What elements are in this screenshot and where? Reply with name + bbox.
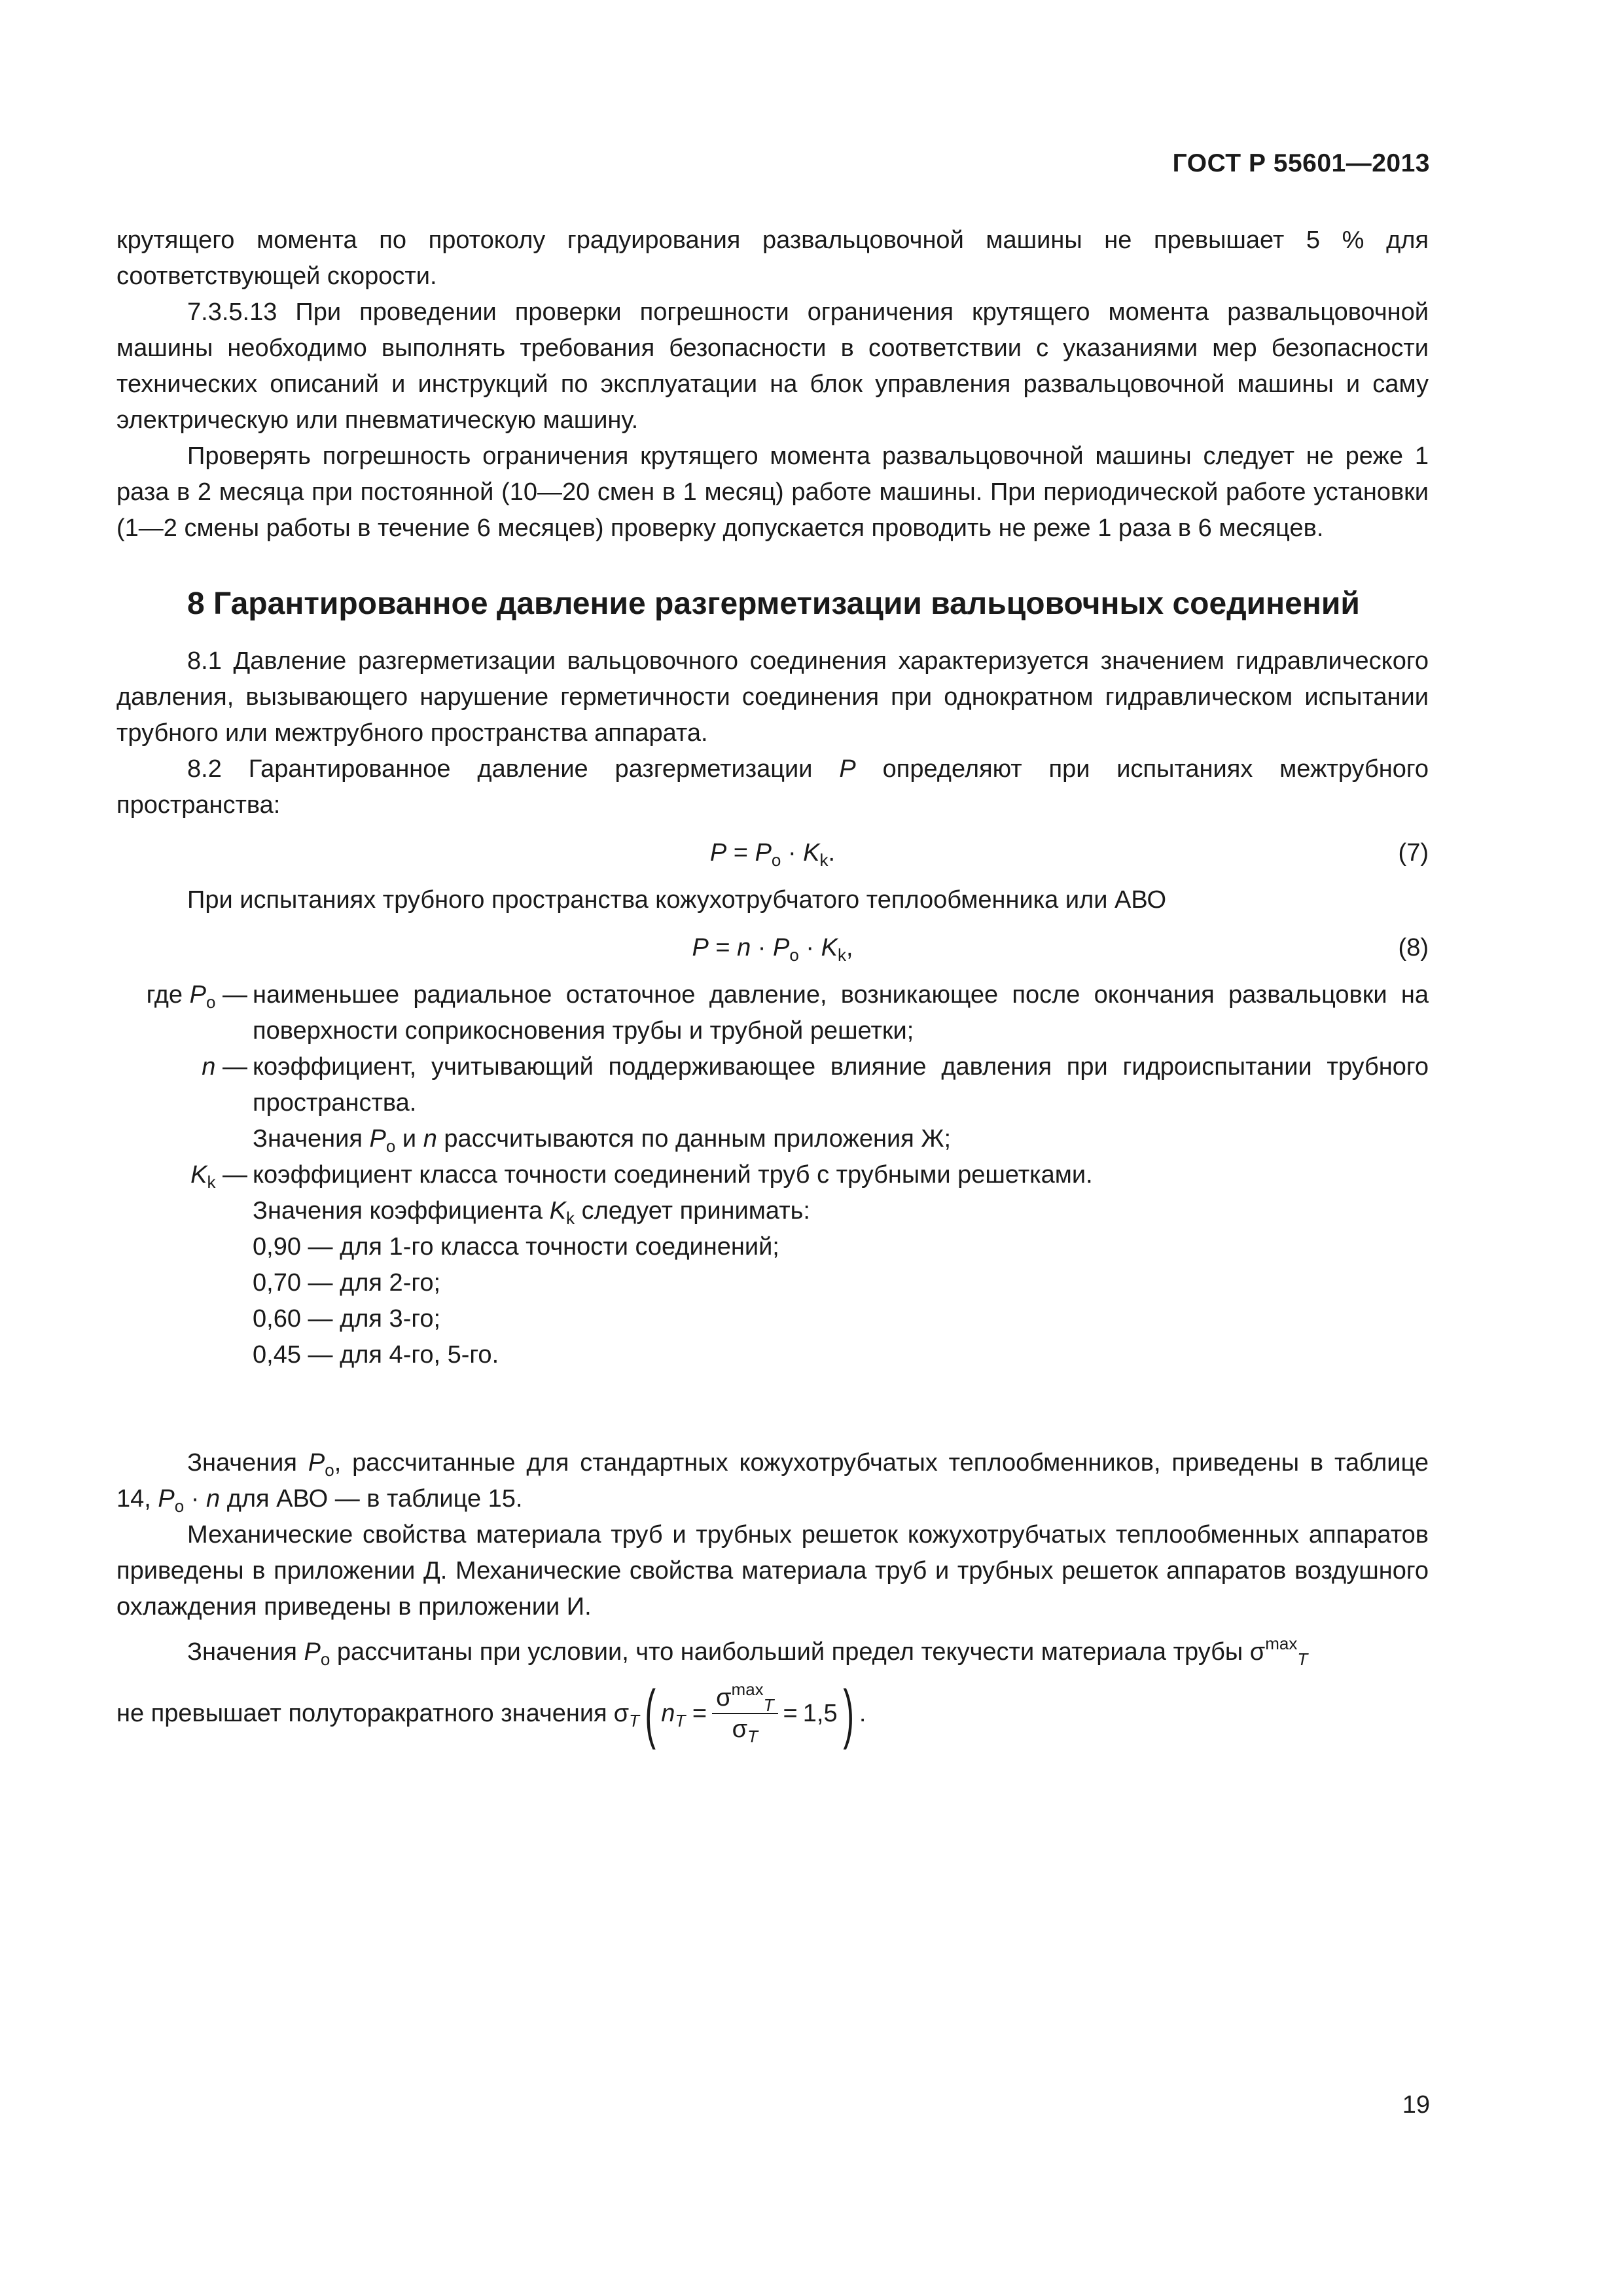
paragraph-8-2-text-b: определяют при испытаниях межтрубного пространства: <box>116 755 1429 819</box>
paragraph-8-2 <box>116 751 1429 823</box>
formula-7-body: $P = P_о \cdot K_k$. <box>709 839 836 870</box>
paragraph-sigma-condition: Значения $P_о$ рассчитаны при условии, что наибольший предел текучести материала трубы $\sigma^{max}_T$ <box>187 1634 1308 1669</box>
paragraph-7-3-5-13: 7.3.5.13 При проведении проверки погрешности ограничения крутящего момента развальцовочной машины необходимо выполнять требования безопасности в соответствии с указаниями мер безопасности технических описаний и инструкций по эксплуатации на блок управления развальцовочной машины и саму электрическую или пневматическую машину. <box>116 298 1429 434</box>
formula-8 <box>116 927 1429 968</box>
paragraph-tube-space: При испытаниях трубного пространства кожухотрубчатого теплообменника или АВО <box>187 886 1167 914</box>
right-paren: ) <box>842 1677 854 1750</box>
ratio-equals: = <box>783 1699 798 1727</box>
kk-value-4: 0,45 — для 4-го, 5-го. <box>253 1341 499 1369</box>
sigma-ratio-fraction <box>712 1679 777 1746</box>
paragraph-check-frequency: Проверять погрешность ограничения крутящего момента развальцовочной машины следует не реже 1 раза в 2 месяца при постоянной (10—20 смен в 1 месяц) работе машины. При периодической работе установки (1—2 смены работы в течение 6 месяцев) проверку допускается проводить не реже 1 раза в 6 месяцев. <box>116 442 1429 542</box>
definition-po: наименьшее радиальное остаточное давление, возникающее после окончания развальцовки на поверхности соприкосновения трубы и трубной решетки; <box>253 981 1429 1045</box>
sigma-t-symbol: $\sigma_T$ <box>613 1699 639 1731</box>
paragraph-8-1: 8.1 Давление разгерметизации вальцовочного соединения характеризуется значением гидравлического давления, вызывающего нарушение герметичности соединения при однократном гидравлическом испытании трубного или межтрубного пространства аппарата. <box>116 647 1429 747</box>
definition-kk-note: Значения коэффициента $K_k$ следует принимать: <box>253 1197 810 1228</box>
paragraph-mechanical-properties: Механические свойства материала труб и трубных решеток кожухотрубчатых теплообменных аппаратов приведены в приложении Д. Механические свойства материала труб и трубных решеток аппаратов воздушного охлаждения приведены в приложении И. <box>116 1521 1429 1621</box>
formula-7 <box>116 833 1429 873</box>
kk-value-1: 0,90 — для 1-го класса точности соединений; <box>253 1233 779 1261</box>
formula-8-body: $P = n \cdot P_о \cdot K_k$, <box>692 934 853 965</box>
ratio-value: 1,5 <box>802 1699 838 1727</box>
definition-n-note: Значения $P_о$ и n рассчитываются по данным приложения Ж; <box>253 1125 952 1156</box>
paragraph-po-tables: Значения $P_о$, рассчитанные для стандартных кожухотрубчатых теплообменников, приведены в таблице 14, $P_о \cdot n$ для АВО — в таблице 15. <box>116 1449 1429 1516</box>
left-paren: ( <box>645 1677 656 1750</box>
kk-value-3: 0,60 — для 3-го; <box>253 1305 441 1333</box>
sigma-ratio-line <box>116 1674 1429 1753</box>
kk-value-2: 0,70 — для 2-го; <box>253 1269 441 1297</box>
paragraph-torque-continuation: крутящего момента по протоколу градуирования развальцовочной машины не превышает 5 % для соответствующей скорости. <box>116 226 1429 290</box>
sigma-ratio-text: не превышает полуторакратного значения <box>116 1699 607 1727</box>
variable-p: P <box>839 755 856 783</box>
page-number: 19 <box>1402 2091 1430 2119</box>
paragraph-8-2-text-a: 8.2 Гарантированное давление разгерметизации <box>187 755 813 783</box>
definition-term-po: где $P_о$ — <box>146 981 247 1012</box>
standard-designation: ГОСТ Р 55601—2013 <box>1172 149 1430 177</box>
definition-term-kk: $K_k$ — <box>190 1161 247 1192</box>
formula-8-number: (8) <box>1398 934 1429 961</box>
section-8-heading: 8 Гарантированное давление разгерметизации вальцовочных соединений <box>187 586 1360 621</box>
n-t-symbol: $n_T$ = <box>661 1699 707 1731</box>
fraction-denominator: $\sigma_T$ <box>732 1715 758 1746</box>
sentence-end: . <box>859 1699 866 1727</box>
definition-n: коэффициент, учитывающий поддерживающее влияние давления при гидроиспытании трубного пространства. <box>253 1053 1429 1117</box>
spacer <box>116 1373 1429 1445</box>
page-content <box>116 223 1429 1753</box>
fraction-numerator: $\sigma^{max}_T$ <box>712 1683 777 1714</box>
definition-kk: коэффициент класса точности соединений труб с трубными решетками. <box>253 1161 1093 1189</box>
formula-7-number: (7) <box>1398 839 1429 867</box>
definitions-list <box>116 977 1429 1373</box>
definition-term-n: n — <box>202 1053 247 1081</box>
